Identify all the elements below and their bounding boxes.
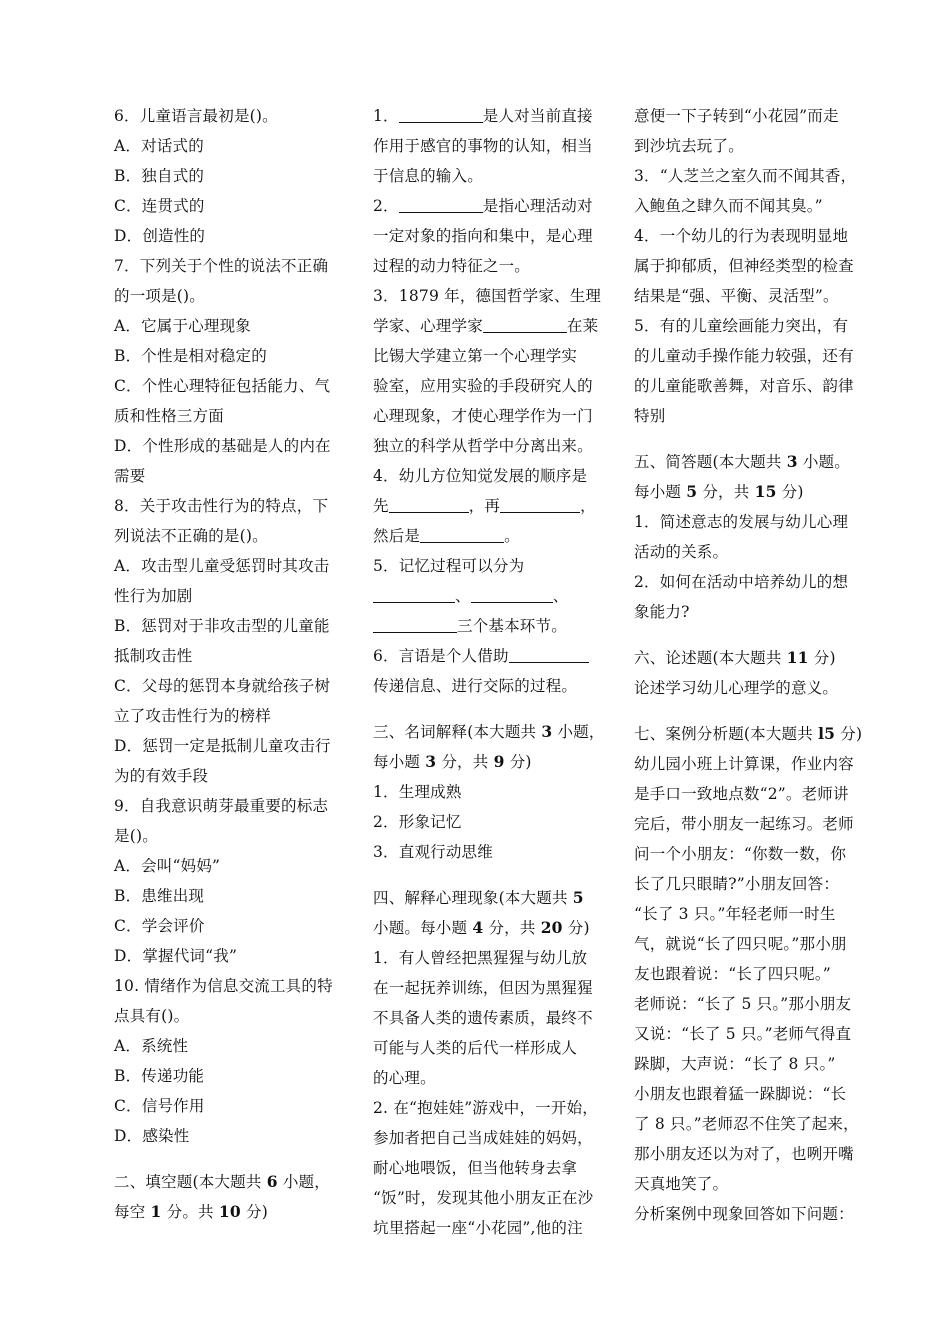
text-line: 跺脚，大声说：“长了 8 只。” (634, 1055, 836, 1073)
text-line: 可能与人类的后代一样形成人 (373, 1039, 578, 1057)
text-line: 3．“人芝兰之室久而不闻其香， (634, 167, 857, 185)
text-line: 特别 (634, 407, 666, 425)
answer-blank[interactable] (500, 494, 580, 513)
text-line: C．个性心理特征包括能力、气 (114, 377, 331, 395)
text-line: 象能力? (634, 603, 690, 621)
text-line: 气，就说“长了四只呢。”那小朋 (634, 935, 847, 953)
text-line: D．掌握代词“我” (114, 947, 238, 965)
text-line: C．父母的惩罚本身就给孩子树 (114, 677, 331, 695)
text-line: 7．下列关于个性的说法不正确 (114, 257, 329, 275)
text-line: 属于抑郁质，但神经类型的检查 (634, 257, 854, 275)
fill-q3-line-3: 比锡大学建立第一个心理学实 (373, 347, 578, 365)
text-line: 点具有()。 (114, 1007, 190, 1025)
text-line: A．它属于心理现象 (114, 317, 251, 335)
text-line: 到沙坑去玩了。 (634, 137, 744, 155)
text-line: 4．一个幼儿的行为表现明显地 (634, 227, 849, 245)
text-line: 的一项是()。 (114, 287, 205, 305)
text-line: B．传递功能 (114, 1067, 205, 1085)
text-line: A．会叫“妈妈” (114, 857, 221, 875)
column-2 (373, 101, 605, 1243)
section-6-body: 论述学习幼儿心理学的意义。 (634, 679, 839, 697)
answer-blank[interactable] (373, 614, 457, 633)
fill-q1-line-2: 作用于感官的事物的认知，相当 (373, 137, 593, 155)
text-line: 6．儿童语言最初是()。 (114, 107, 278, 125)
text-line: 1．简述意志的发展与幼儿心理 (634, 513, 849, 531)
text-line: 9．自我意识萌芽最重要的标志 (114, 797, 329, 815)
section-4-continued (634, 101, 866, 431)
section-5-heading-line-2: 每小题 5 分，共 15 分) (634, 482, 804, 501)
text-line: 的儿童动手操作能力较强，还有 (634, 347, 854, 365)
text-line: 是()。 (114, 827, 158, 845)
fill-q4-line-3: 然后是 。 (373, 521, 605, 551)
section-4-heading-line-1: 四、解释心理现象(本大题共 5 (373, 888, 584, 907)
text-line: 那小朋友还以为对了，也咧开嘴 (634, 1145, 854, 1163)
text-line: 意便一下子转到“小花园”而走 (634, 107, 839, 125)
text-line: 老师说：“长了 5 只。”那小朋友 (634, 995, 852, 1013)
column-3 (634, 101, 866, 1229)
text-line: A．攻击型儿童受惩罚时其攻击 (114, 557, 330, 575)
text-line: 分析案例中现象回答如下问题： (634, 1205, 854, 1223)
text-line: D．惩罚一定是抵制儿童攻击行 (114, 737, 331, 755)
fill-q3-line-5: 心理现象，才使心理学作为一门 (373, 407, 593, 425)
text-line: 质和性格三方面 (114, 407, 224, 425)
text-line: B．患维出现 (114, 887, 205, 905)
text-line: 入鲍鱼之肆久而不闻其臭。” (634, 197, 823, 215)
fill-q5-line-1: 5．记忆过程可以分为 (373, 557, 525, 575)
answer-blank[interactable] (399, 194, 483, 213)
text-line: 友也跟着说：“长了四只呢。” (634, 965, 831, 983)
text-line: 的心理。 (373, 1069, 436, 1087)
section-3-heading-line-2: 每小题 3 分，共 9 分) (373, 752, 532, 771)
choice-questions (114, 101, 346, 1151)
fill-q3-line-6: 独立的科学从哲学中分离出来。 (373, 437, 593, 455)
answer-blank[interactable] (420, 524, 504, 543)
text-line: B．独自式的 (114, 167, 205, 185)
text-line: 又说：“长了 5 只。”老师气得直 (634, 1025, 852, 1043)
section-6-heading: 六、论述题(本大题共 11 分) (634, 648, 836, 667)
term-item: 3．直观行动思维 (373, 843, 493, 861)
text-line: 了 8 只。”老师忍不住笑了起来， (634, 1115, 859, 1133)
text-line: 8．关于攻击性行为的特点，下 (114, 497, 329, 515)
answer-blank[interactable] (399, 104, 483, 123)
fill-q6-line-2: 传递信息、进行交际的过程。 (373, 677, 578, 695)
text-line: 问一个小朋友：“你数一数，你 (634, 845, 847, 863)
section-4-heading-line-2: 小题。每小题 4 分，共 20 分) (373, 918, 590, 937)
text-line: 需要 (114, 467, 146, 485)
text-line: 1．有人曾经把黑猩猩与幼儿放 (373, 949, 588, 967)
text-line: A．对话式的 (114, 137, 204, 155)
fill-q2-line-1: 2． 是指心理活动对 (373, 191, 605, 221)
fill-q4-line-1: 4．幼儿方位知觉发展的顺序是 (373, 467, 588, 485)
fill-q5-line-3: 三个基本环节。 (373, 611, 605, 641)
text-line: 完后，带小朋友一起练习。老师 (634, 815, 854, 833)
section-4-body (373, 943, 605, 1243)
section-5-heading-line-1: 五、简答题(本大题共 3 小题。 (634, 452, 850, 471)
fill-q2-line-2: 一定对象的指向和集中，是心理 (373, 227, 593, 245)
text-line: D．感染性 (114, 1127, 190, 1145)
text-line: “饭”时，发现其他小朋友正在沙 (373, 1189, 594, 1207)
text-line: 结果是“强、平衡、灵活型”。 (634, 287, 839, 305)
text-line: C．信号作用 (114, 1097, 205, 1115)
answer-blank[interactable] (389, 494, 469, 513)
text-line: 列说法不正确的是()。 (114, 527, 268, 545)
text-line: 在一起抚养训练，但因为黑猩猩 (373, 979, 593, 997)
section-3-heading-line-1: 三、名词解释(本大题共 3 小题， (373, 722, 605, 741)
fill-q1-line-1: 1． 是人对当前直接 (373, 101, 605, 131)
fill-q6-line-1: 6．言语是个人借助 (373, 641, 605, 671)
text-line: 为的有效手段 (114, 767, 209, 785)
text-line: 5．有的儿童绘画能力突出，有 (634, 317, 849, 335)
section-7-heading: 七、案例分析题(本大题共 l5 分) (634, 724, 863, 743)
text-line: 2. 在“抱娃娃”游戏中，一开始， (373, 1099, 598, 1117)
text-line: 耐心地喂饭，但当他转身去拿 (373, 1159, 578, 1177)
section-2-heading-line-2: 每空 1 分。共 10 分) (114, 1202, 268, 1221)
term-item: 1．生理成熟 (373, 783, 462, 801)
text-line: 立了攻击性行为的榜样 (114, 707, 272, 725)
fill-q1-line-3: 于信息的输入。 (373, 167, 483, 185)
answer-blank[interactable] (509, 644, 589, 663)
fill-q3-line-4: 验室，应用实验的手段研究人的 (373, 377, 593, 395)
text-line: 参加者把自己当成娃娃的妈妈， (373, 1129, 593, 1147)
fill-q3-line-1: 3．1879 年，德国哲学家、生理 (373, 287, 602, 305)
term-item: 2．形象记忆 (373, 813, 462, 831)
fill-q4-line-2: 先 ，再 ， (373, 491, 605, 521)
text-line: C．学会评价 (114, 917, 205, 935)
section-7-body (634, 749, 866, 1229)
text-line: D．创造性的 (114, 227, 206, 245)
text-line: A．系统性 (114, 1037, 189, 1055)
text-line: “长了 3 只。”年轻老师一时生 (634, 905, 836, 923)
text-line: 2．如何在活动中培养幼儿的想 (634, 573, 849, 591)
fill-q2-line-3: 过程的动力特征之一。 (373, 257, 531, 275)
text-line: C．连贯式的 (114, 197, 205, 215)
text-line: 幼儿园小班上计算课，作业内容 (634, 755, 854, 773)
text-line: 是手口一致地点数“2”。老师讲 (634, 785, 849, 803)
section-2-heading-line-1: 二、填空题(本大题共 6 小题， (114, 1172, 330, 1191)
text-line: 天真地笑了。 (634, 1175, 729, 1193)
text-line: 10. 情绪作为信息交流工具的特 (114, 977, 333, 995)
text-line: D．个性形成的基础是人的内在 (114, 437, 331, 455)
answer-blank[interactable] (483, 314, 567, 333)
text-line: 小朋友也跟着猛一跺脚说：“长 (634, 1085, 847, 1103)
section-5-body (634, 507, 866, 627)
text-line: 不具备人类的遗传素质，最终不 (373, 1009, 593, 1027)
text-line: 抵制攻击性 (114, 647, 193, 665)
text-line: B．惩罚对于非攻击型的儿童能 (114, 617, 330, 635)
text-line: B．个性是相对稳定的 (114, 347, 267, 365)
text-line: 活动的关系。 (634, 543, 729, 561)
text-line: 坑里搭起一座“小花园”,他的注 (373, 1219, 583, 1237)
text-line: 性行为加剧 (114, 587, 193, 605)
answer-blank[interactable] (471, 584, 553, 603)
column-1 (114, 101, 346, 1227)
fill-q5-line-2: 、 、 (373, 581, 605, 611)
text-line: 的儿童能歌善舞，对音乐、韵律 (634, 377, 854, 395)
text-line: 长了几只眼睛?”小朋友回答： (634, 875, 840, 893)
answer-blank[interactable] (373, 584, 455, 603)
fill-q3-line-2: 学家、心理学家 在莱 (373, 311, 605, 341)
